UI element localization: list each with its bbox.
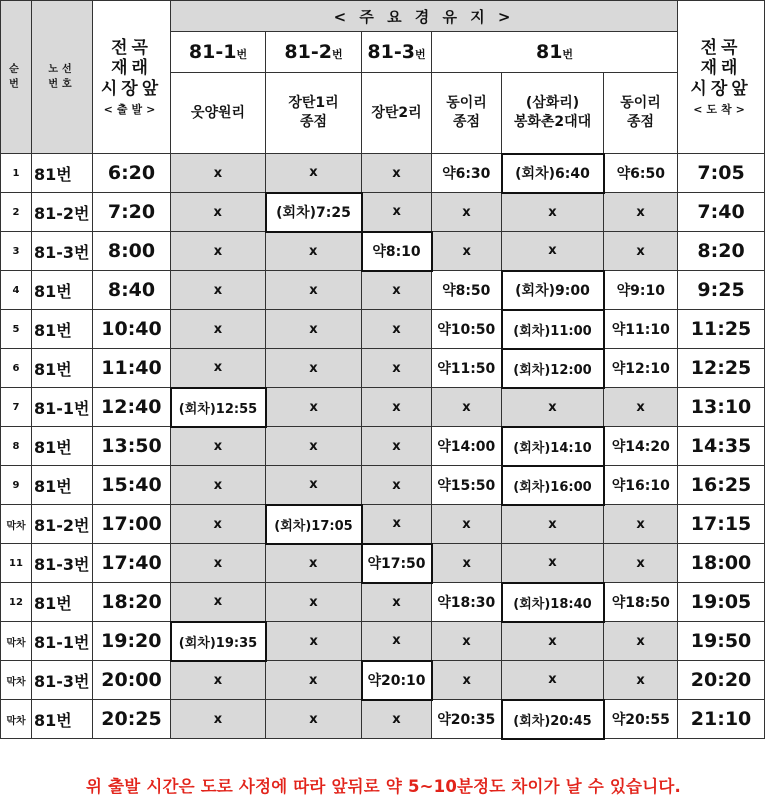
delay-notice: 위 출발 시간은 도로 사정에 따라 앞뒤로 약 5~10분정도 차이가 날 수 있습니다. — [86, 777, 681, 796]
row-stop-jangtan2-ri: x — [362, 388, 432, 427]
table-row — [1, 349, 765, 388]
row-stop-jangtan2-ri: x — [362, 505, 432, 544]
row-stop-bonghwachon: (회차)14:10 — [502, 427, 604, 466]
stop-header-line: 종점 — [626, 114, 655, 130]
row-route: 81-2번 — [32, 505, 93, 544]
route-header-main: 81-1 — [188, 41, 237, 63]
row-stop-jangtan2-ri: x — [362, 700, 432, 739]
row-stop-jangtan1-ri: x — [266, 583, 362, 622]
row-stop-jangtan2-ri: x — [362, 193, 432, 232]
row-stop-jangtan1-ri: x — [266, 271, 362, 310]
row-departure: 12:40 — [93, 388, 171, 427]
row-stop-dongi-ri-1: x — [432, 193, 502, 232]
row-seq: 막차 — [1, 505, 32, 544]
row-arrival: 18:00 — [678, 544, 765, 583]
stop-header-line: 웃양원리 — [190, 104, 246, 121]
stop-header-line: 종점 — [299, 114, 328, 130]
row-stop-ungyangwon-ri: x — [171, 583, 266, 622]
stop-header-line: 동이리 — [446, 95, 487, 112]
row-stop-bonghwachon: (회차)16:00 — [502, 466, 604, 505]
row-stop-dongi-ri-2: x — [604, 388, 678, 427]
row-departure: 18:20 — [93, 583, 171, 622]
row-stop-jangtan1-ri: x — [266, 661, 362, 700]
start-stop-sub: <출발> — [103, 102, 160, 116]
row-stop-dongi-ri-2: 약11:10 — [604, 310, 678, 349]
row-stop-jangtan2-ri: x — [362, 271, 432, 310]
seq-header — [1, 1, 32, 154]
row-seq: 12 — [1, 583, 32, 622]
stop-header-ungyangwon-ri — [171, 73, 266, 154]
row-arrival: 19:50 — [678, 622, 765, 661]
row-arrival: 21:10 — [678, 700, 765, 739]
row-stop-dongi-ri-1: 약20:35 — [432, 700, 502, 739]
row-route: 81번 — [32, 154, 93, 193]
row-arrival: 11:25 — [678, 310, 765, 349]
row-arrival: 13:10 — [678, 388, 765, 427]
row-stop-dongi-ri-2: 약14:20 — [604, 427, 678, 466]
table-row — [1, 466, 765, 505]
end-stop-sub: <도착> — [693, 102, 749, 116]
row-arrival: 20:20 — [678, 661, 765, 700]
stop-header-jangtan2-ri — [362, 73, 432, 154]
row-stop-jangtan2-ri: x — [362, 154, 432, 193]
row-stop-bonghwachon: (회차)20:45 — [502, 700, 604, 739]
row-stop-bonghwachon: (회차)6:40 — [502, 154, 604, 193]
row-arrival: 19:05 — [678, 583, 765, 622]
row-stop-dongi-ri-2: 약16:10 — [604, 466, 678, 505]
table-row — [1, 310, 765, 349]
row-route: 81-3번 — [32, 661, 93, 700]
row-stop-bonghwachon: x — [502, 505, 604, 544]
stop-header-line: 동이리 — [620, 95, 661, 112]
row-stop-bonghwachon: x — [502, 622, 604, 661]
row-stop-jangtan1-ri: x — [266, 310, 362, 349]
row-stop-jangtan1-ri: x — [266, 544, 362, 583]
route-header-81 — [432, 32, 678, 73]
stop-header-line: 장탄2리 — [371, 104, 422, 121]
row-stop-jangtan2-ri: x — [362, 583, 432, 622]
row-stop-ungyangwon-ri: x — [171, 544, 266, 583]
row-stop-dongi-ri-1: 약10:50 — [432, 310, 502, 349]
row-seq: 1 — [1, 154, 32, 193]
row-stop-dongi-ri-1: x — [432, 622, 502, 661]
end-stop-line: 전곡 — [700, 37, 742, 58]
end-stop-line: 재래 — [700, 58, 742, 79]
row-stop-jangtan2-ri: 약8:10 — [362, 232, 432, 271]
row-departure: 8:00 — [93, 232, 171, 271]
row-route: 81번 — [32, 427, 93, 466]
row-departure: 20:25 — [93, 700, 171, 739]
row-stop-jangtan1-ri: x — [266, 466, 362, 505]
row-route: 81-2번 — [32, 193, 93, 232]
row-arrival: 12:25 — [678, 349, 765, 388]
table-row — [1, 661, 765, 700]
route-number-header — [32, 1, 93, 154]
row-stop-jangtan2-ri: x — [362, 427, 432, 466]
row-stop-jangtan2-ri: x — [362, 466, 432, 505]
via-stops-title: < 주 요 경 유 지 > — [171, 1, 678, 32]
route-header-sub: 번 — [331, 48, 343, 61]
end-stop-line: 시장앞 — [690, 78, 752, 99]
stop-header-line: (삼화리) — [525, 94, 580, 111]
row-stop-bonghwachon: x — [502, 193, 604, 232]
row-stop-jangtan2-ri: x — [362, 310, 432, 349]
row-stop-ungyangwon-ri: (회차)19:35 — [171, 622, 266, 661]
row-route: 81-3번 — [32, 232, 93, 271]
row-stop-bonghwachon: (회차)18:40 — [502, 583, 604, 622]
row-departure: 8:40 — [93, 271, 171, 310]
row-stop-dongi-ri-2: 약12:10 — [604, 349, 678, 388]
row-stop-jangtan1-ri: x — [266, 232, 362, 271]
row-route: 81번 — [32, 583, 93, 622]
stop-header-dongi-ri-2 — [604, 73, 678, 154]
end-stop-header — [678, 1, 765, 154]
row-route: 81번 — [32, 466, 93, 505]
stop-header-bonghwachon — [502, 73, 604, 154]
row-stop-dongi-ri-2: x — [604, 232, 678, 271]
row-stop-dongi-ri-2: 약9:10 — [604, 271, 678, 310]
row-stop-dongi-ri-2: x — [604, 544, 678, 583]
row-stop-dongi-ri-1: 약8:50 — [432, 271, 502, 310]
row-stop-ungyangwon-ri: x — [171, 700, 266, 739]
row-route: 81-1번 — [32, 622, 93, 661]
row-stop-dongi-ri-1: 약11:50 — [432, 349, 502, 388]
row-stop-bonghwachon: x — [502, 661, 604, 700]
row-stop-dongi-ri-2: x — [604, 622, 678, 661]
seq-header-line: 순 — [9, 64, 23, 75]
start-stop-line: 전곡 — [111, 37, 152, 58]
table-row — [1, 427, 765, 466]
table-row — [1, 232, 765, 271]
row-departure: 7:20 — [93, 193, 171, 232]
route-header-sub: 번 — [562, 48, 574, 61]
row-stop-ungyangwon-ri: x — [171, 310, 266, 349]
row-arrival: 8:20 — [678, 232, 765, 271]
row-stop-jangtan2-ri: x — [362, 349, 432, 388]
row-stop-dongi-ri-1: x — [432, 505, 502, 544]
row-stop-bonghwachon: x — [502, 544, 604, 583]
table-row — [1, 193, 765, 232]
table-row — [1, 583, 765, 622]
row-stop-dongi-ri-2: x — [604, 661, 678, 700]
row-stop-bonghwachon: x — [502, 232, 604, 271]
row-route: 81번 — [32, 310, 93, 349]
row-stop-jangtan1-ri: x — [266, 349, 362, 388]
table-row — [1, 154, 765, 193]
row-stop-ungyangwon-ri: x — [171, 505, 266, 544]
route-header-sub: 번 — [236, 48, 248, 61]
row-seq: 4 — [1, 271, 32, 310]
row-stop-dongi-ri-2: x — [604, 193, 678, 232]
row-arrival: 16:25 — [678, 466, 765, 505]
row-seq: 막차 — [1, 661, 32, 700]
row-stop-bonghwachon: (회차)12:00 — [502, 349, 604, 388]
row-stop-dongi-ri-1: 약18:30 — [432, 583, 502, 622]
row-seq: 막차 — [1, 700, 32, 739]
route-header-main: 81-3 — [367, 41, 415, 63]
row-stop-dongi-ri-1: x — [432, 232, 502, 271]
row-stop-jangtan1-ri: (회차)7:25 — [266, 193, 362, 232]
start-stop-line: 재래 — [111, 58, 152, 79]
row-stop-jangtan1-ri: x — [266, 622, 362, 661]
row-departure: 13:50 — [93, 427, 171, 466]
row-stop-jangtan1-ri: (회차)17:05 — [266, 505, 362, 544]
row-stop-ungyangwon-ri: x — [171, 466, 266, 505]
table-row — [1, 388, 765, 427]
route-number-header-line: 노선 — [48, 64, 76, 75]
row-stop-bonghwachon: x — [502, 388, 604, 427]
row-seq: 6 — [1, 349, 32, 388]
row-departure: 17:00 — [93, 505, 171, 544]
stop-header-jangtan1-ri — [266, 73, 362, 154]
row-stop-dongi-ri-1: 약6:30 — [432, 154, 502, 193]
row-departure: 11:40 — [93, 349, 171, 388]
row-stop-dongi-ri-1: x — [432, 544, 502, 583]
row-route: 81번 — [32, 271, 93, 310]
row-departure: 17:40 — [93, 544, 171, 583]
row-stop-dongi-ri-2: 약6:50 — [604, 154, 678, 193]
row-route: 81-3번 — [32, 544, 93, 583]
route-header-81-2 — [266, 32, 362, 73]
table-row — [1, 544, 765, 583]
table-row — [1, 622, 765, 661]
row-stop-ungyangwon-ri: x — [171, 232, 266, 271]
row-stop-jangtan1-ri: x — [266, 154, 362, 193]
row-route: 81-1번 — [32, 388, 93, 427]
row-seq: 8 — [1, 427, 32, 466]
row-departure: 6:20 — [93, 154, 171, 193]
row-stop-dongi-ri-2: 약20:55 — [604, 700, 678, 739]
row-departure: 15:40 — [93, 466, 171, 505]
route-header-81-3 — [362, 32, 432, 73]
stop-header-line: 장탄1리 — [288, 95, 339, 112]
route-header-81-1 — [171, 32, 266, 73]
row-stop-bonghwachon: (회차)9:00 — [502, 271, 604, 310]
row-stop-ungyangwon-ri: (회차)12:55 — [171, 388, 266, 427]
row-stop-ungyangwon-ri: x — [171, 661, 266, 700]
row-stop-jangtan2-ri: 약17:50 — [362, 544, 432, 583]
route-number-header-line: 번호 — [48, 79, 76, 90]
row-departure: 19:20 — [93, 622, 171, 661]
start-stop-line: 시장앞 — [100, 78, 163, 99]
row-stop-dongi-ri-1: x — [432, 388, 502, 427]
row-arrival: 17:15 — [678, 505, 765, 544]
row-route: 81번 — [32, 349, 93, 388]
table-row — [1, 700, 765, 739]
route-header-main: 81 — [535, 41, 563, 63]
row-departure: 10:40 — [93, 310, 171, 349]
row-arrival: 7:40 — [678, 193, 765, 232]
start-stop-header — [93, 1, 171, 154]
route-header-main: 81-2 — [284, 41, 332, 63]
row-stop-ungyangwon-ri: x — [171, 349, 266, 388]
row-arrival: 7:05 — [678, 154, 765, 193]
row-seq: 5 — [1, 310, 32, 349]
row-stop-jangtan1-ri: x — [266, 427, 362, 466]
seq-header-line: 번 — [9, 79, 23, 90]
row-seq: 11 — [1, 544, 32, 583]
stop-header-line: 봉화촌2대대 — [513, 113, 592, 130]
row-stop-dongi-ri-1: 약15:50 — [432, 466, 502, 505]
row-stop-dongi-ri-2: x — [604, 505, 678, 544]
stop-header-dongi-ri-1 — [432, 73, 502, 154]
row-seq: 9 — [1, 466, 32, 505]
row-arrival: 9:25 — [678, 271, 765, 310]
row-seq: 막차 — [1, 622, 32, 661]
stop-header-line: 종점 — [452, 114, 481, 130]
row-stop-ungyangwon-ri: x — [171, 427, 266, 466]
row-stop-jangtan2-ri: 약20:10 — [362, 661, 432, 700]
row-stop-dongi-ri-1: x — [432, 661, 502, 700]
row-stop-bonghwachon: (회차)11:00 — [502, 310, 604, 349]
row-stop-jangtan1-ri: x — [266, 700, 362, 739]
row-seq: 2 — [1, 193, 32, 232]
row-stop-ungyangwon-ri: x — [171, 193, 266, 232]
row-route: 81번 — [32, 700, 93, 739]
row-stop-ungyangwon-ri: x — [171, 271, 266, 310]
row-stop-jangtan2-ri: x — [362, 622, 432, 661]
row-departure: 20:00 — [93, 661, 171, 700]
row-stop-dongi-ri-2: 약18:50 — [604, 583, 678, 622]
table-row — [1, 505, 765, 544]
row-stop-ungyangwon-ri: x — [171, 154, 266, 193]
row-stop-jangtan1-ri: x — [266, 388, 362, 427]
route-header-sub: 번 — [414, 48, 426, 61]
row-seq: 3 — [1, 232, 32, 271]
row-arrival: 14:35 — [678, 427, 765, 466]
table-row — [1, 271, 765, 310]
row-seq: 7 — [1, 388, 32, 427]
row-stop-dongi-ri-1: 약14:00 — [432, 427, 502, 466]
